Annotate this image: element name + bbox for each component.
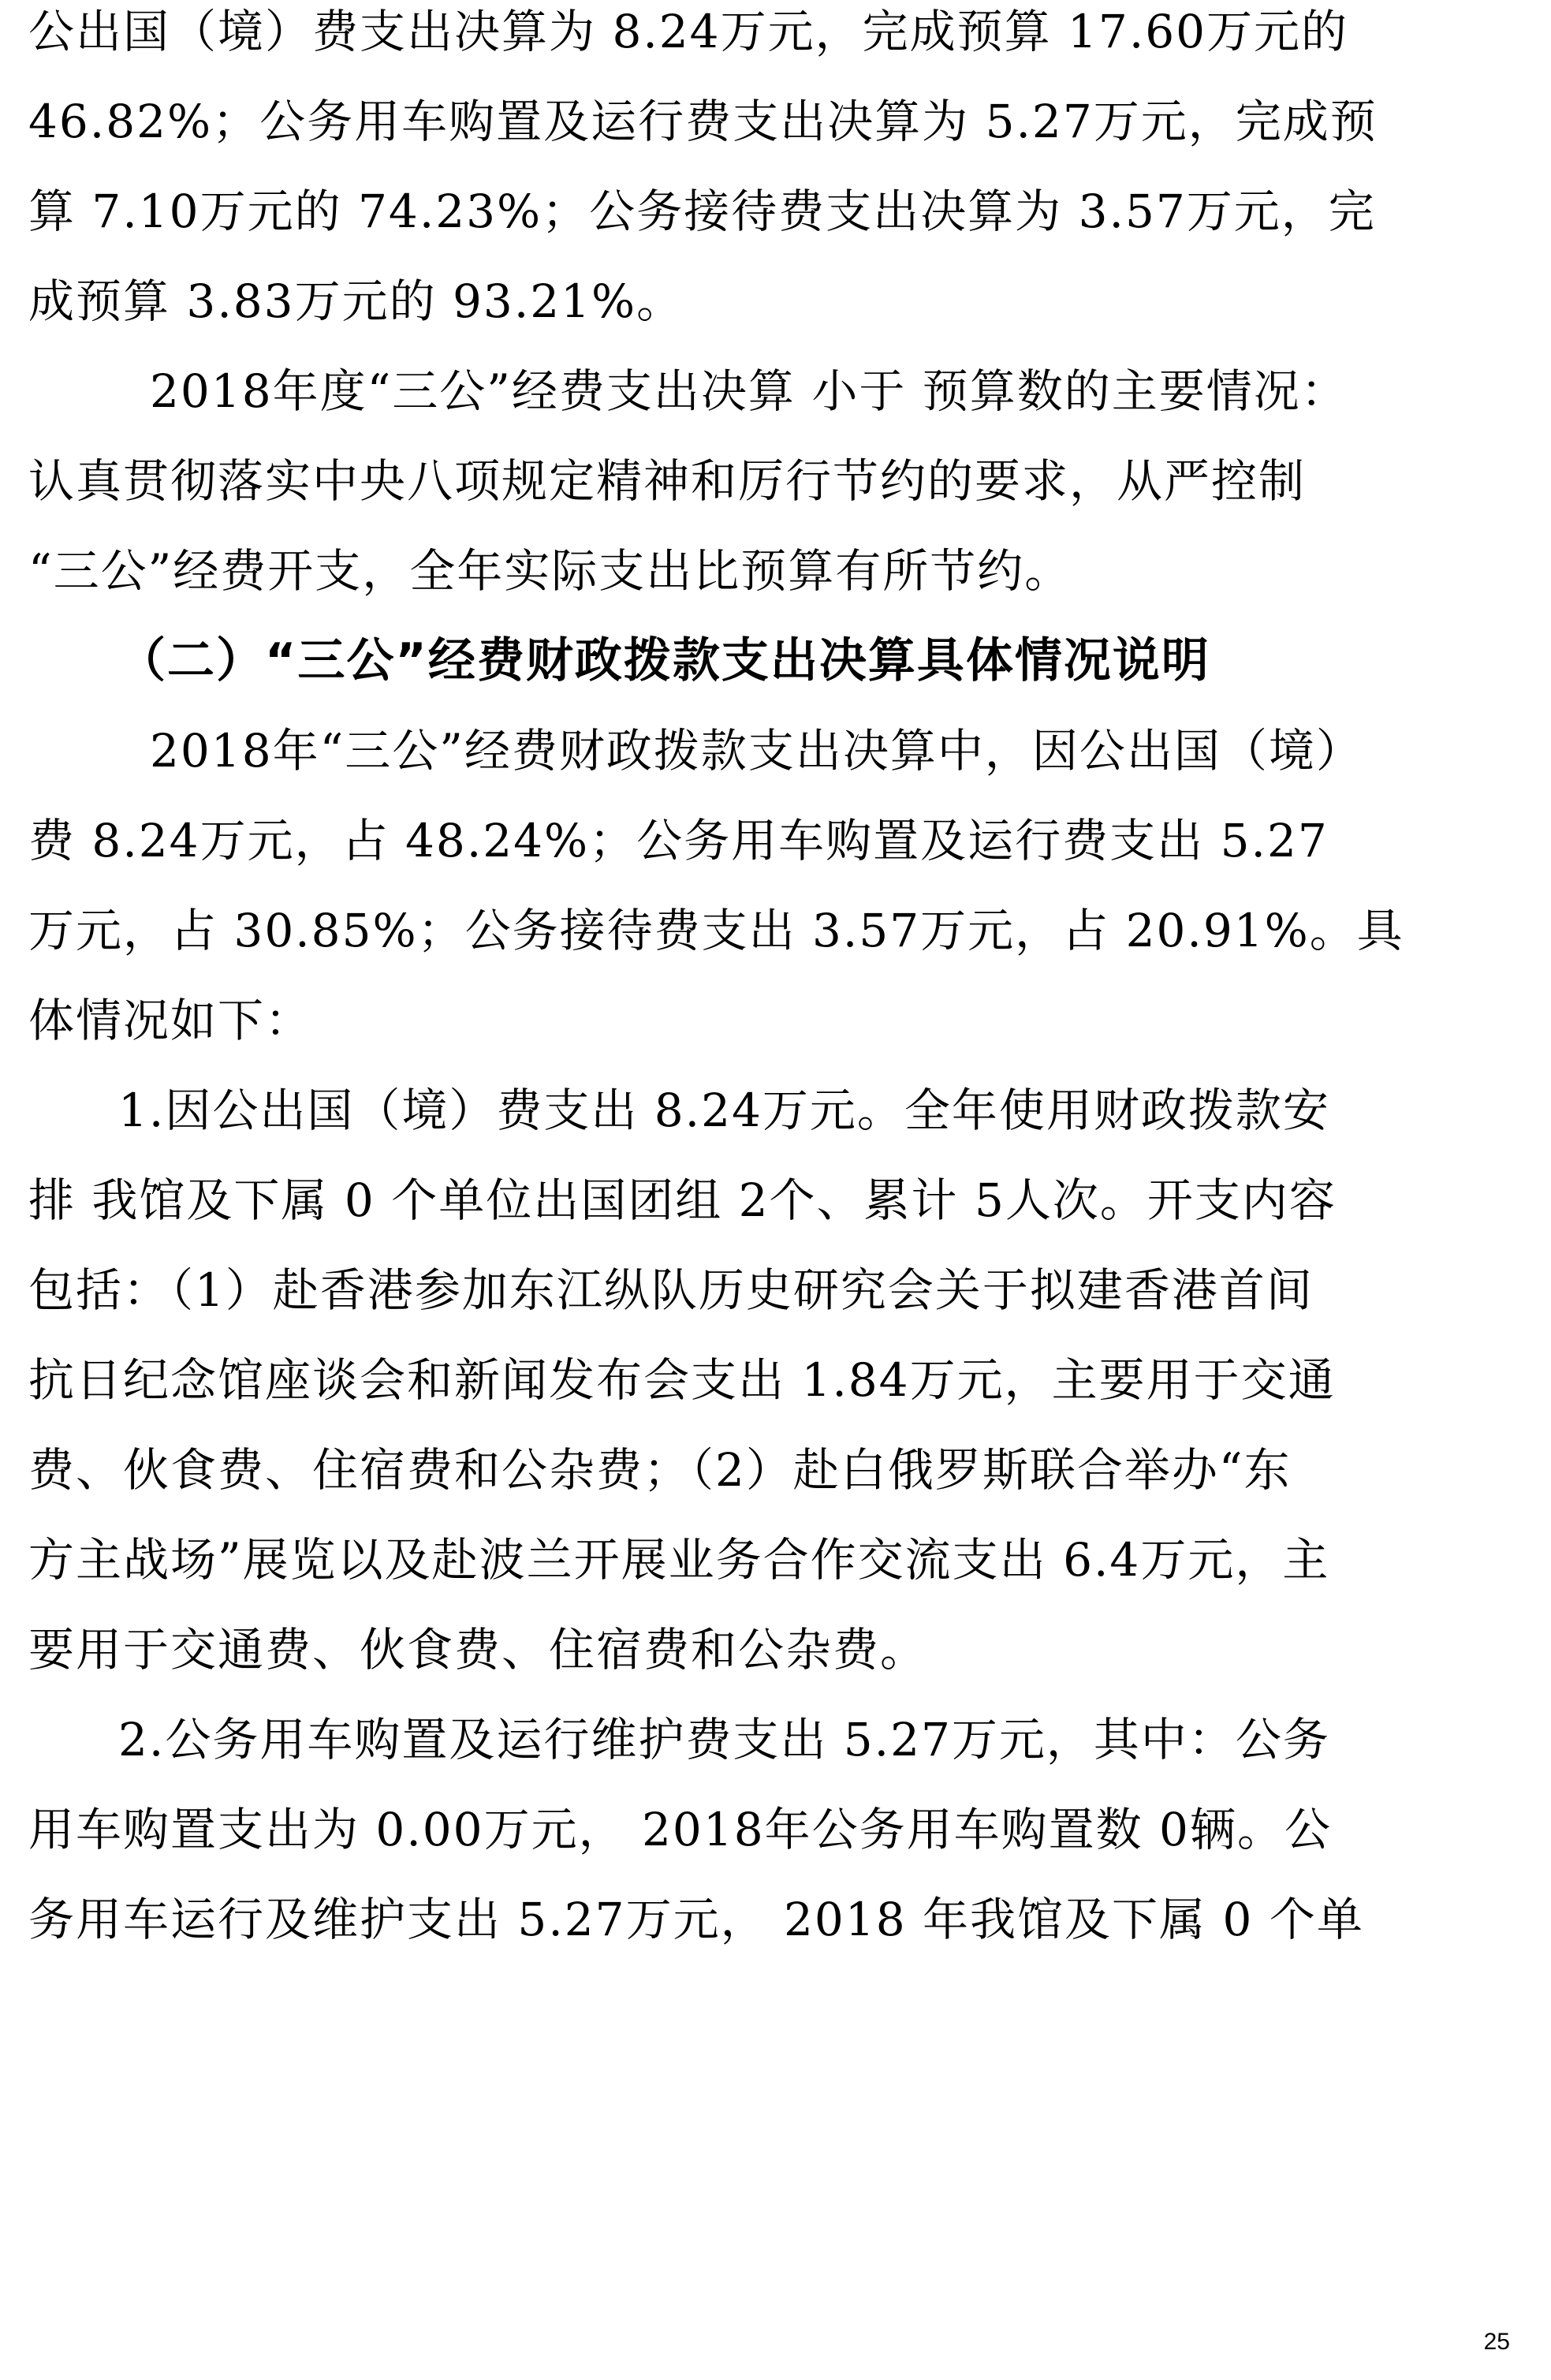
paragraph-4-line-3: 包括：（1）赴香港参加东江纵队历史研究会关于拟建香港首间 bbox=[28, 1263, 1314, 1317]
paragraph-1-line-4: 成预算 3.83万元的 93.21%。 bbox=[28, 274, 684, 328]
paragraph-2-line-3: “三公”经费开支，全年实际支出比预算有所节约。 bbox=[28, 544, 1072, 598]
section-heading: （二）“三公”经费财政拨款支出决算具体情况说明 bbox=[118, 633, 1210, 688]
paragraph-3-line-1: 2018年“三公”经费财政拨款支出决算中，因公出国（境） bbox=[150, 724, 1363, 778]
paragraph-1-line-3: 算 7.10万元的 74.23%；公务接待费支出决算为 3.57万元，完 bbox=[28, 185, 1376, 238]
paragraph-4-line-4: 抗日纪念馆座谈会和新闻发布会支出 1.84万元，主要用于交通 bbox=[28, 1353, 1336, 1407]
paragraph-2-line-2: 认真贯彻落实中央八项规定精神和厉行节约的要求，从严控制 bbox=[28, 454, 1307, 508]
paragraph-4-line-1: 1.因公出国（境）费支出 8.24万元。全年使用财政拨款安 bbox=[118, 1084, 1330, 1137]
paragraph-4-line-5: 费、伙食费、住宿费和公杂费；（2）赴白俄罗斯联合举办“东 bbox=[28, 1443, 1292, 1497]
paragraph-4-line-7: 要用于交通费、伙食费、住宿费和公杂费。 bbox=[28, 1623, 928, 1677]
paragraph-1-line-1: 公出国（境）费支出决算为 8.24万元，完成预算 17.60万元的 bbox=[28, 5, 1349, 58]
paragraph-5-line-3: 务用车运行及维护支出 5.27万元， 2018 年我馆及下属 0 个单 bbox=[28, 1893, 1364, 1946]
paragraph-3-line-2: 费 8.24万元，占 48.24%；公务用车购置及运行费支出 5.27 bbox=[28, 814, 1329, 867]
paragraph-5-line-2: 用车购置支出为 0.00万元， 2018年公务用车购置数 0辆。公 bbox=[28, 1803, 1332, 1856]
paragraph-4-line-2: 排 我馆及下属 0 个单位出国团组 2个、累计 5人次。开支内容 bbox=[28, 1173, 1337, 1227]
paragraph-1-line-2: 46.82%；公务用车购置及运行费支出决算为 5.27万元，完成预 bbox=[28, 95, 1378, 148]
paragraph-2-line-1: 2018年度“三公”经费支出决算 小于 预算数的主要情况： bbox=[150, 364, 1348, 418]
page-number: 25 bbox=[1483, 2329, 1510, 2355]
paragraph-3-line-4: 体情况如下： bbox=[28, 994, 313, 1047]
paragraph-3-line-3: 万元，占 30.85%；公务接待费支出 3.57万元，占 20.91%。具 bbox=[28, 904, 1404, 957]
paragraph-4-line-6: 方主战场”展览以及赴波兰开展业务合作交流支出 6.4万元，主 bbox=[28, 1533, 1330, 1587]
paragraph-5-line-1: 2.公务用车购置及运行维护费支出 5.27万元，其中：公务 bbox=[118, 1713, 1330, 1766]
